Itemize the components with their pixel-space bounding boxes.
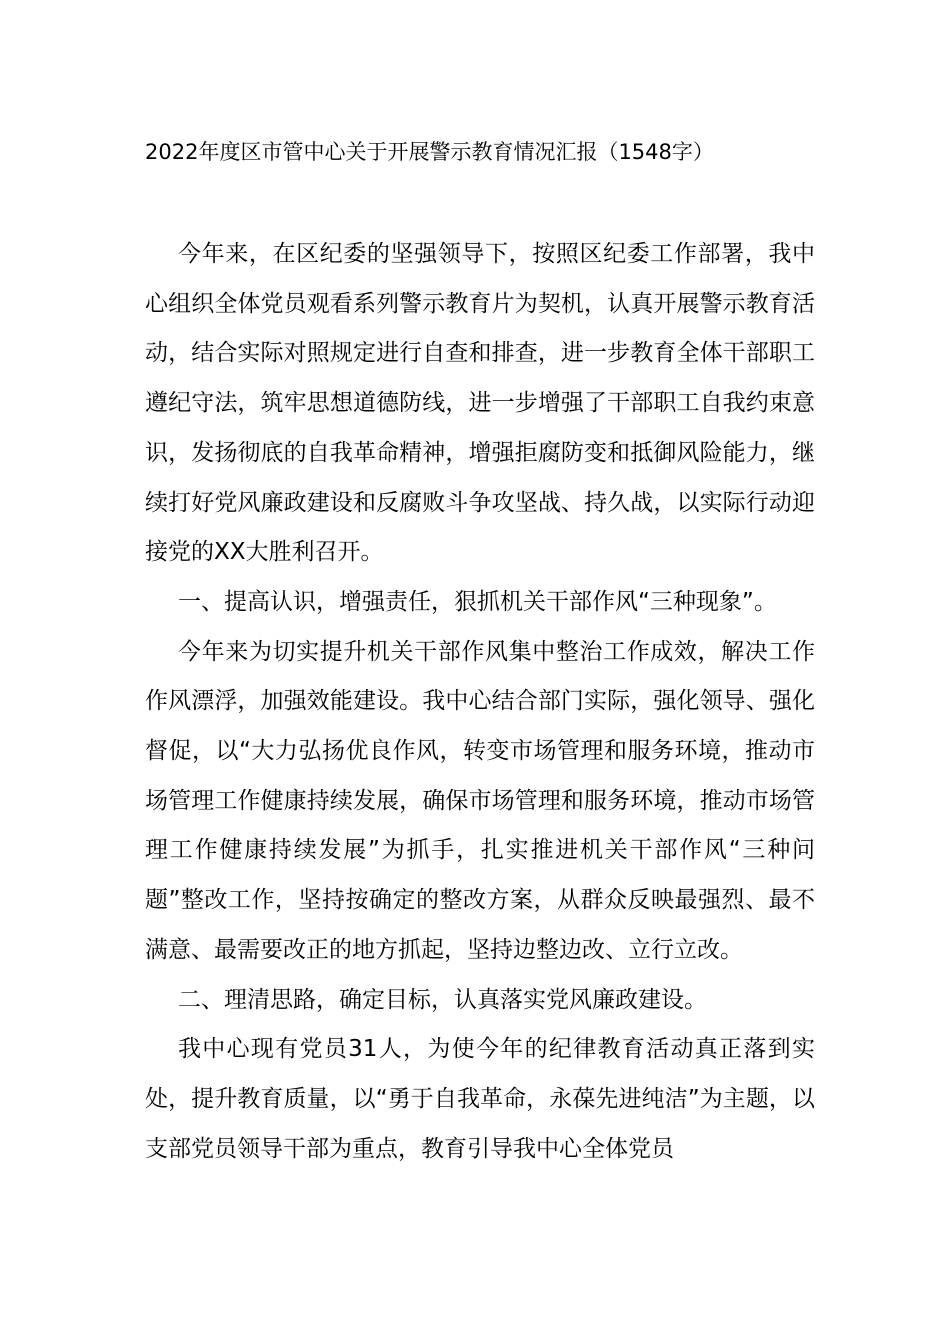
document-title: 2022年度区市管中心关于开展警示教育情况汇报（1548字） xyxy=(145,140,714,164)
document-body xyxy=(145,230,815,1174)
paragraph-section-two: 我中心现有党员31人，为使今年的纪律教育活动真正落到实处，提升教育质量，以“勇于自我革命，永葆先进纯洁”为主题，以支部党员领导干部为重点，教育引导我中心全体党员 xyxy=(145,1036,815,1162)
paragraph-section-one: 今年来为切实提升机关干部作风集中整治工作成效，解决工作作风漂浮，加强效能建设。我中心结合部门实际，强化领导、强化督促，以“大力弘扬优良作风，转变市场管理和服务环境，推动市场管理工作健康持续发展，确保市场管理和服务环境，推动市场管理工作健康持续发展”为抓手，扎实推进机关干部作风“三种问题”整改工作，坚持按确定的整改方案，从群众反映最强烈、最不满意、最需要改正的地方抓起，坚持边整边改、立行立改。 xyxy=(145,638,815,963)
section-heading-one: 一、提高认识，增强责任，狠抓机关干部作风“三种现象”。 xyxy=(178,588,777,615)
section-heading-two: 二、理清思路，确定目标，认真落实党风廉政建设。 xyxy=(178,986,707,1013)
paragraph-intro: 今年来，在区纪委的坚强领导下，按照区纪委工作部署，我中心组织全体党员观看系列警示教育片为契机，认真开展警示教育活动，结合实际对照规定进行自查和排查，进一步教育全体干部职工遵纪守法，筑牢思想道德防线，进一步增强了干部职工自我约束意识，发扬彻底的自我革命精神，增强拒腐防变和抵御风险能力，继续打好党风廉政建设和反腐败斗争攻坚战、持久战，以实际行动迎接党的XX大胜利召开。 xyxy=(145,241,815,566)
